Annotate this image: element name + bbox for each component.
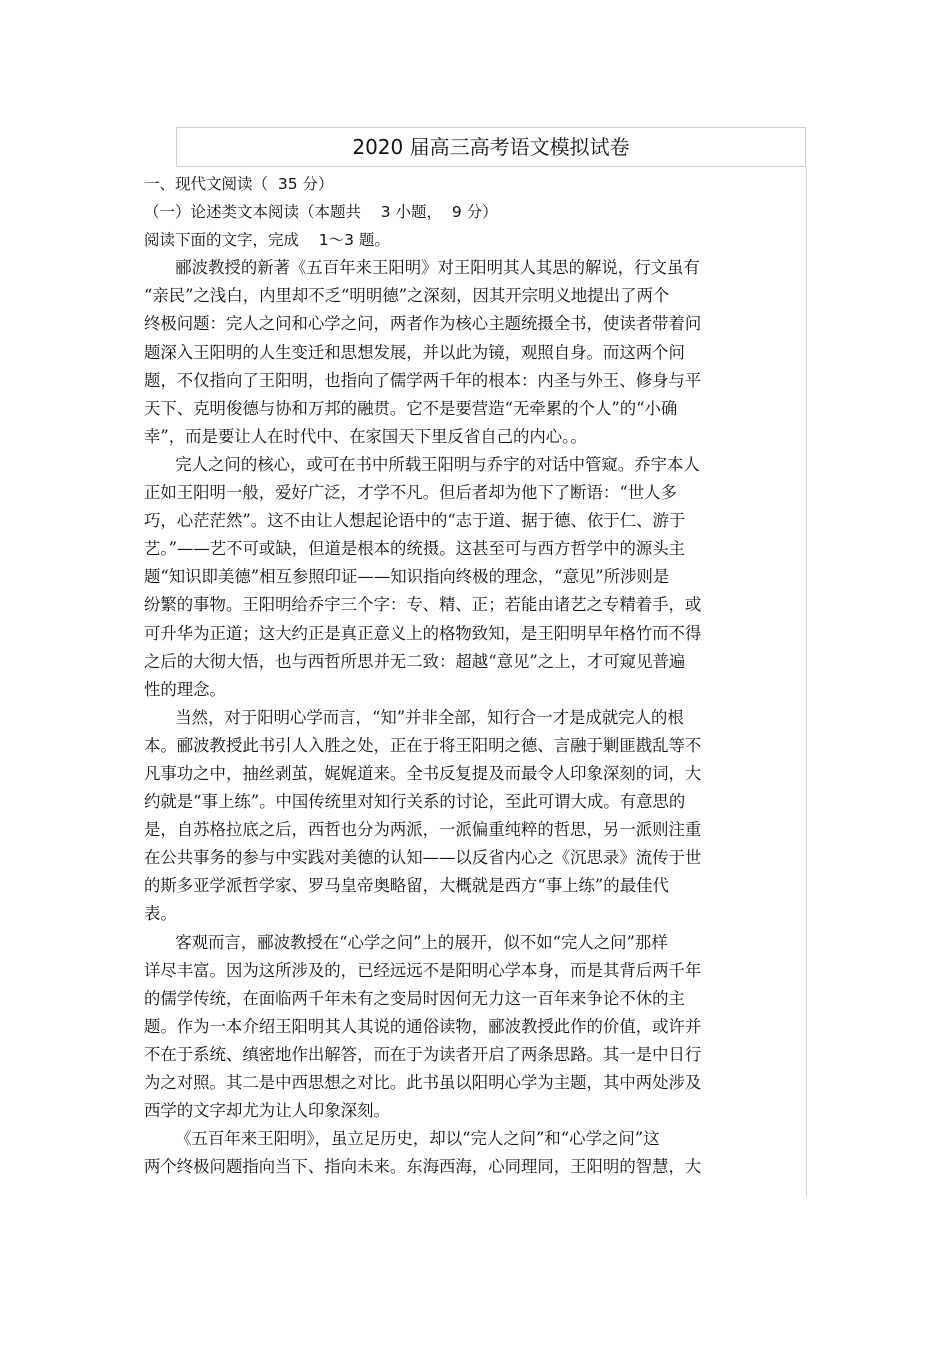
passage-line: 性的理念。 (144, 679, 226, 699)
passage-line: 客观而言，郦波教授在“心学之问”上的展开，似不如“完人之问”那样 (144, 932, 668, 952)
passage-line: 幸”，而是要让人在时代中、在家国天下里反省自己的内心。。 (144, 426, 587, 446)
passage-line: 题，不仅指向了王阳明，也指向了儒学两千年的根本：内圣与外王、修身与平 (144, 370, 702, 390)
passage-line: 当然，对于阳明心学而言，“知”并非全部，知行合一才是成就完人的根 (144, 707, 684, 727)
passage-line: 的儒学传统，在面临两千年未有之变局时因何无力这一百年来争论不休的主 (144, 988, 685, 1008)
page-title: 2020 届高三高考语文模拟试卷 (176, 127, 806, 167)
subsection-heading: （一）论述类文本阅读（本题共 3 小题， 9 分） (144, 203, 498, 222)
passage-line: 本。郦波教授此书引人入胜之处，正在于将王阳明之德、言融于剿匪戡乱等不 (144, 735, 702, 755)
passage-line: 天下、克明俊德与协和万邦的融贯。它不是要营造“无牵累的个人”的“小确 (144, 398, 678, 418)
passage-line: 正如王阳明一般，爱好广泛，才学不凡。但后者却为他下了断语：“世人多 (144, 483, 677, 503)
passage-line: 的斯多亚学派哲学家、罗马皇帝奥略留，大概就是西方“事上练”的最佳代 (144, 876, 669, 896)
instruction-text: 阅读下面的文字，完成 1～3 题。 (144, 231, 390, 250)
passage-text (144, 254, 756, 1181)
passage-line: 表。 (144, 904, 177, 924)
passage-line: 两个终极问题指向当下、指向未来。东海西海，心同理同，王阳明的智慧，大 (144, 1157, 702, 1177)
section-heading: 一、现代文阅读（ 35 分） (144, 175, 334, 193)
passage-line: 约就是“事上练”。中国传统里对知行关系的讨论，至此可谓大成。有意思的 (144, 792, 686, 812)
passage-line: 凡事功之中，抽丝剥茧，娓娓道来。全书反复提及而最令人印象深刻的词，大 (144, 763, 702, 783)
passage-line: 《五百年来王阳明》，虽立足历史，却以“完人之问”和“心学之问”这 (144, 1129, 660, 1149)
passage-line: 巧，心茫茫然”。这不由让人想起论语中的“志于道、据于德、依于仁、游于 (144, 511, 686, 531)
passage-line: 艺。”——艺不可或缺，但道是根本的统摄。这甚至可与西方哲学中的源头主 (144, 539, 686, 559)
passage-line: 不在于系统、缜密地作出解答，而在于为读者开启了两条思路。其一是中日行 (144, 1044, 702, 1064)
passage-line: 为之对照。其二是中西思想之对比。此书虽以阳明心学为主题，其中两处涉及 (144, 1073, 702, 1092)
passage-line: 完人之问的核心，或可在书中所载王阳明与乔宇的对话中管窥。乔宇本人 (144, 454, 700, 474)
passage-line: “亲民”之浅白，内里却不乏“明明德”之深刻，因其开宗明义地提出了两个 (144, 286, 670, 306)
passage-line: 题深入王阳明的人生变迁和思想发展，并以此为镜，观照自身。而这两个问 (144, 342, 685, 362)
passage-line: 郦波教授的新著《五百年来王阳明》对王阳明其人其思的解说，行文虽有 (144, 258, 700, 278)
passage-line: 纷繁的事物。王阳明给乔宇三个字：专、精、正；若能由诸艺之专精着手，或 (144, 595, 702, 615)
passage-line: 之后的大彻大悟，也与西哲所思并无二致：超越“意见”之上，才可窥见普遍 (144, 651, 686, 671)
passage-line: 题“知识即美德”相互参照印证——知识指向终极的理念，“意见”所涉则是 (144, 567, 670, 587)
article-body (144, 170, 756, 1181)
passage-line: 详尽丰富。因为这所涉及的，已经远远不是阳明心学本身，而是其背后两千年 (144, 960, 702, 980)
passage-line: 题。作为一本介绍王阳明其人其说的通俗读物，郦波教授此作的价值，或许并 (144, 1016, 702, 1036)
passage-line: 在公共事务的参与中实践对美德的认知——以反省内心之《沉思录》流传于世 (144, 848, 702, 868)
passage-line: 是，自苏格拉底之后，西哲也分为两派，一派偏重纯粹的哲思，另一派则注重 (144, 820, 702, 840)
passage-line: 西学的文字却尤为让人印象深刻。 (144, 1101, 390, 1121)
page-frame-divider (806, 167, 807, 1197)
passage-line: 终极问题：完人之问和心学之问，两者作为核心主题统摄全书，使读者带着问 (144, 314, 702, 334)
passage-line: 可升华为正道；这大约正是真正意义上的格物致知，是王阳明早年格竹而不得 (144, 623, 702, 643)
